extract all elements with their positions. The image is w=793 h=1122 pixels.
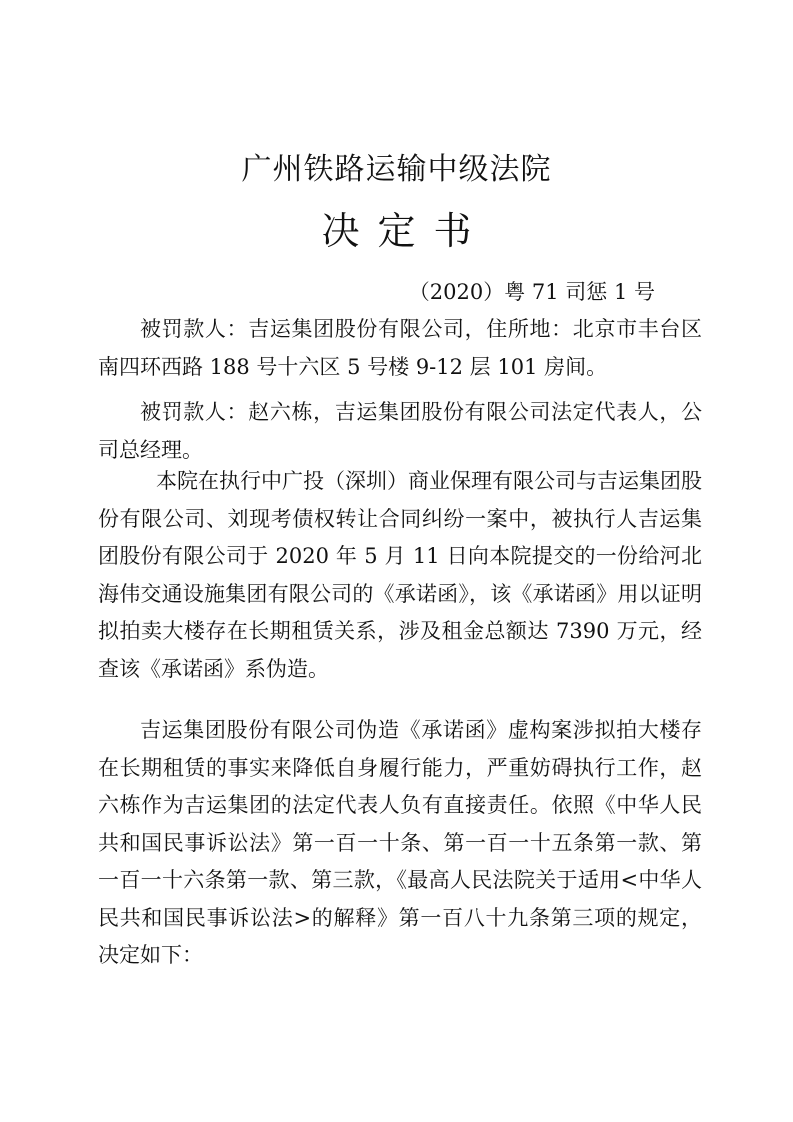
court-name: 广州铁路运输中级法院 <box>241 152 552 187</box>
paragraph-penalized-party-company: 被罚款人：吉运集团股份有限公司，住所地：北京市丰台区南四环西路 188 号十六区 5 号楼 9-12 层 101 房间。 <box>98 317 702 379</box>
paragraph-case-facts: 本院在执行中广投（深圳）商业保理有限公司与吉运集团股份有限公司、刘现考债权转让合同纠纷一案中，被执行人吉运集团股份有限公司于 2020 年 5 月 11 日向本院提交的一份给河北海伟交通设施集团有限公司的《承诺函》，该《承诺函》用以证明拟拍卖大楼存在长期租赁关系，涉及租金总额达 7390 万元，经查该《承诺函》系伪造。 <box>98 469 702 681</box>
document-title: 决定书 <box>321 209 490 253</box>
case-number: （2020）粤 71 司惩 1 号 <box>408 280 655 304</box>
paragraph-penalized-party-person: 被罚款人：赵六栋，吉运集团股份有限公司法定代表人，公司总经理。 <box>98 400 702 462</box>
paragraph-legal-basis: 吉运集团股份有限公司伪造《承诺函》虚构案涉拟拍大楼存在长期租赁的事实来降低自身履行能力，严重妨碍执行工作，赵六栋作为吉运集团的法定代表人负有直接责任。依照《中华人民共和国民事诉讼法》第一百一十条、第一百一十五条第一款、第一百一十六条第一款、第三款，《最高人民法院关于适用<中华人民共和国民事诉讼法>的解释》第一百八十九条第三项的规定，决定如下： <box>98 718 702 967</box>
